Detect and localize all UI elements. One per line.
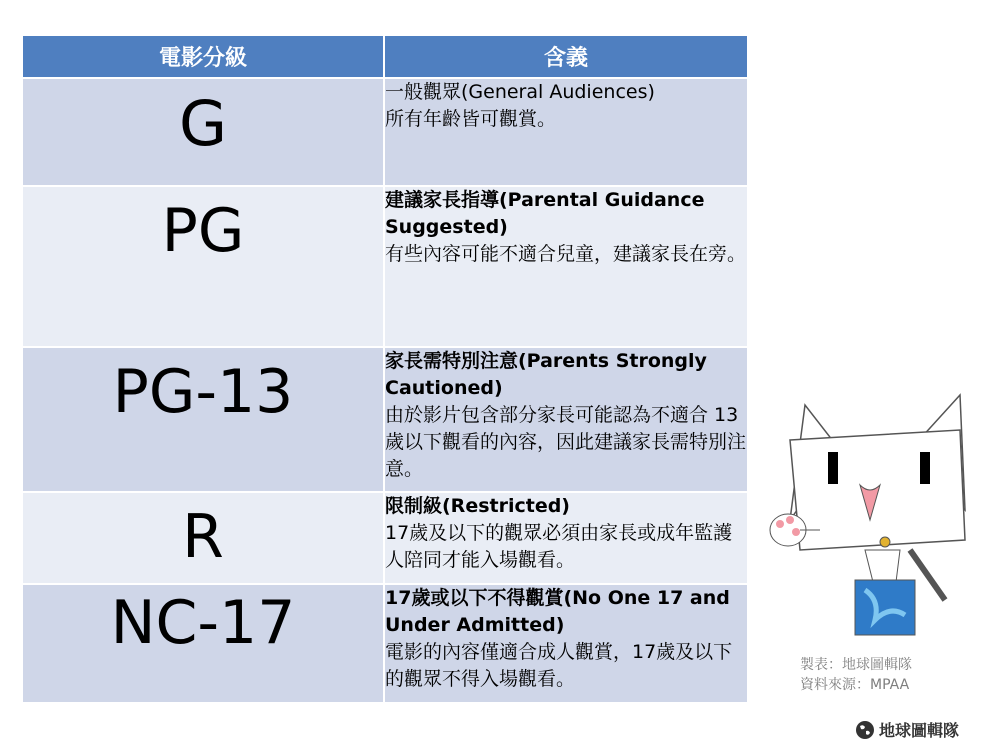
rating-code: R (23, 492, 384, 584)
rating-description (384, 492, 747, 584)
source-note (800, 655, 912, 695)
table-row (23, 492, 747, 584)
rating-title: 家長需特別注意(Parents Strongly Cautioned) (385, 350, 707, 399)
table-row (23, 584, 747, 702)
rating-body: 17歲及以下的觀眾必須由家長或成年監護人陪同才能入場觀看。 (385, 522, 733, 571)
note-source: 資料來源：MPAA (800, 677, 910, 693)
globe-icon (855, 720, 875, 740)
note-maker: 製表：地球圖輯隊 (800, 657, 912, 673)
header-meaning: 含義 (384, 36, 747, 78)
rating-code: G (23, 78, 384, 186)
rating-body: 所有年齡皆可觀賞。 (385, 108, 557, 130)
brand-logo (855, 718, 959, 741)
cat-mascot-illustration (760, 390, 975, 650)
rating-body: 由於影片包含部分家長可能認為不適合 13歲以下觀看的內容，因此建議家長需特別注意。 (385, 404, 747, 480)
table-row (23, 347, 747, 492)
rating-code: PG (23, 186, 384, 347)
rating-title: 建議家長指導(Parental Guidance Suggested) (385, 189, 705, 238)
rating-description (384, 347, 747, 492)
rating-title: 限制級(Restricted) (385, 495, 570, 517)
rating-description (384, 584, 747, 702)
rating-title: 一般觀眾(General Audiences) (385, 81, 655, 103)
table-row (23, 186, 747, 347)
header-rating: 電影分級 (23, 36, 384, 78)
rating-description (384, 78, 747, 186)
brand-name: 地球圖輯隊 (879, 721, 960, 740)
header-row (23, 36, 747, 78)
rating-code: PG-13 (23, 347, 384, 492)
rating-code: NC-17 (23, 584, 384, 702)
rating-body: 有些內容可能不適合兒童，建議家長在旁。 (385, 243, 747, 265)
rating-table (23, 36, 747, 702)
rating-body: 電影的內容僅適合成人觀賞，17歲及以下的觀眾不得入場觀看。 (385, 641, 733, 690)
table-row (23, 78, 747, 186)
rating-description (384, 186, 747, 347)
rating-title: 17歲或以下不得觀賞(No One 17 and Under Admitted) (385, 587, 730, 636)
